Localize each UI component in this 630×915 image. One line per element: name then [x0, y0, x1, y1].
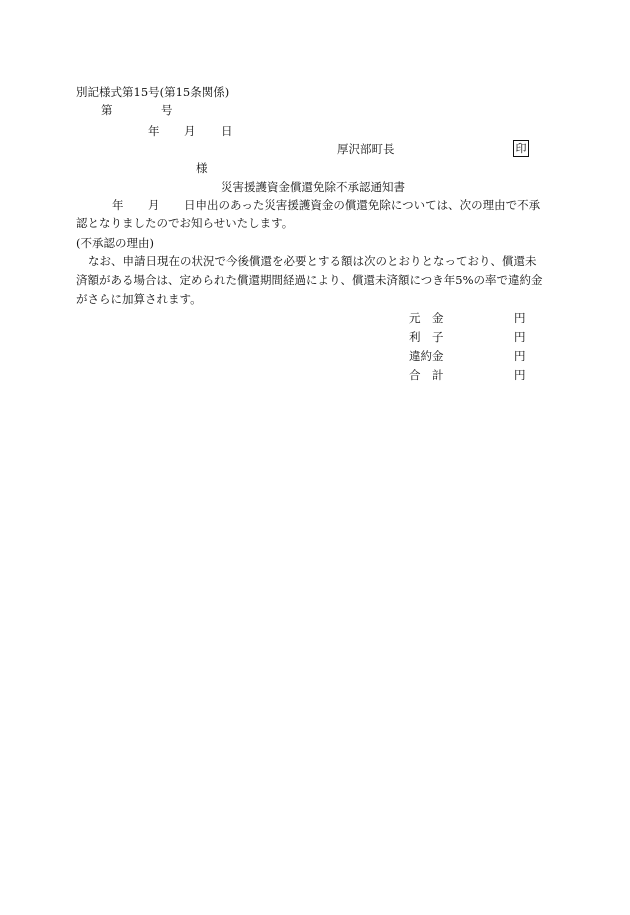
date-month: 月 [184, 124, 196, 138]
date-day: 日 [221, 124, 233, 138]
application-year: 年 [112, 198, 124, 212]
number-suffix: 号 [161, 103, 173, 117]
total-unit: 円 [514, 368, 526, 382]
penalty-label: 違約金 [409, 349, 444, 363]
application-month: 月 [148, 198, 160, 212]
addressee-honorific: 様 [196, 161, 208, 175]
document-title: 災害援護資金償還免除不承認通知書 [221, 180, 405, 194]
principal-label: 元 金 [409, 311, 444, 325]
seal-box: 印 [513, 140, 529, 157]
issuer-name: 厚沢部町長 [337, 142, 395, 156]
penalty-unit: 円 [514, 349, 526, 363]
body-line-1: 日申出のあった災害援護資金の償還免除については、次の理由で不承 [184, 198, 541, 212]
interest-unit: 円 [514, 330, 526, 344]
interest-label: 利 子 [409, 330, 444, 344]
body-line-2: 認となりましたのでお知らせいたします。 [76, 216, 294, 230]
reason-line-3: がさらに加算されます。 [76, 292, 202, 306]
reason-line-1: なお、申請日現在の状況で今後償還を必要とする額は次のとおりとなっており、償還未 [88, 254, 537, 268]
reason-heading: (不承認の理由) [76, 236, 154, 250]
number-prefix: 第 [101, 103, 113, 117]
form-label: 別記様式第15号(第15条関係) [76, 85, 230, 99]
total-label: 合 計 [409, 368, 444, 382]
reason-line-2: 済額がある場合は、定められた償還期間経過により、償還未済額につき年5%の率で違約金 [76, 273, 543, 287]
date-year: 年 [148, 124, 160, 138]
principal-unit: 円 [514, 311, 526, 325]
